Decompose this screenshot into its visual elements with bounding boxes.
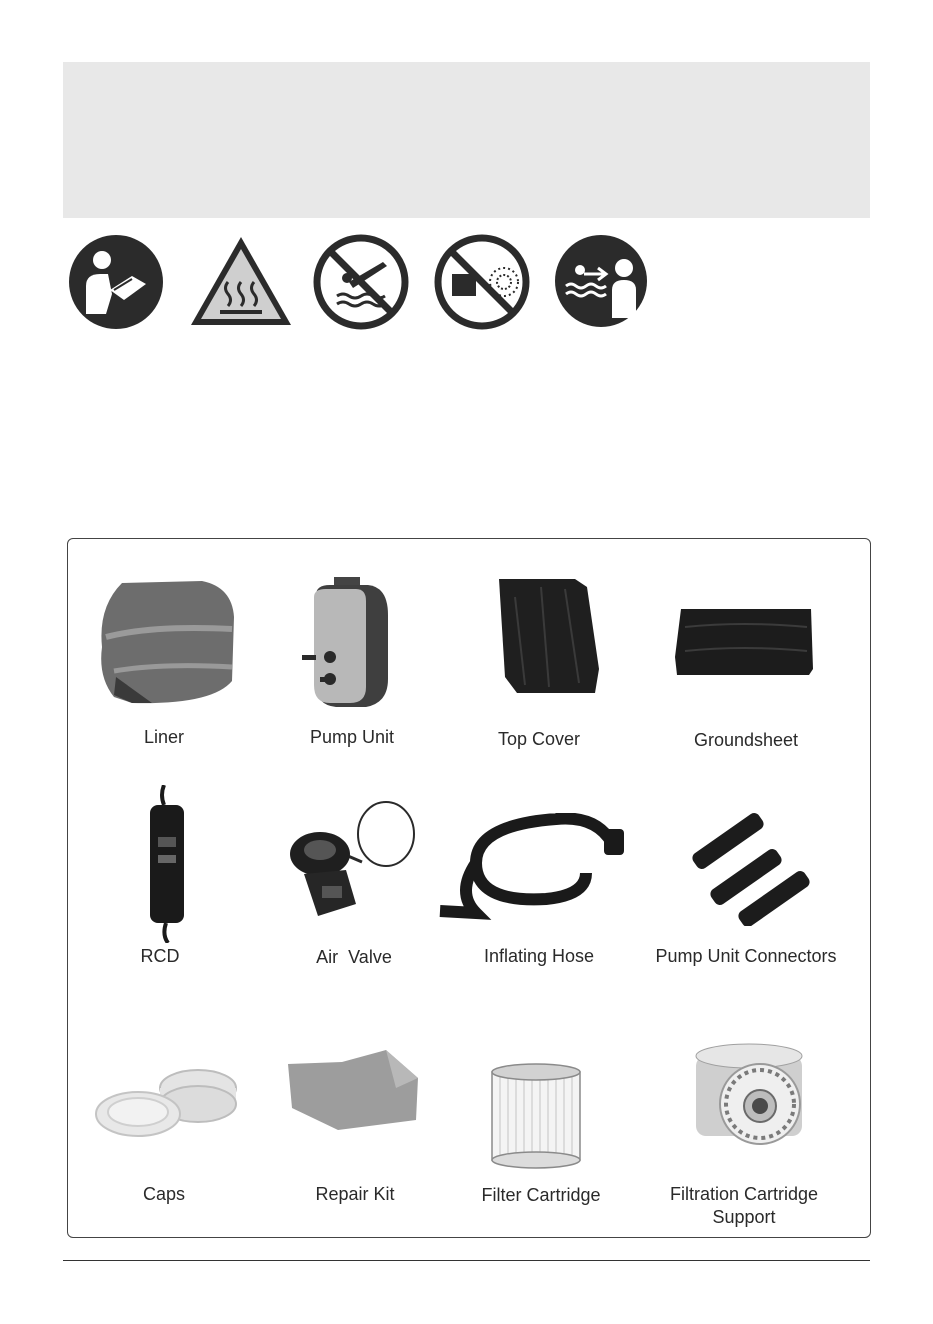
caps-label: Caps — [142, 1184, 186, 1204]
pump-unit-label: Pump Unit — [309, 727, 395, 747]
safety-icons-row — [0, 232, 933, 332]
footer-divider — [63, 1260, 870, 1261]
read-manual-icon — [68, 234, 164, 330]
air-valve-label: Air Valve — [316, 947, 392, 967]
hot-surface-warning-icon — [188, 234, 294, 328]
pump-unit-connectors-label: Pump Unit Connectors — [655, 946, 837, 966]
rcd-label: RCD — [140, 946, 180, 966]
top-cover-label: Top Cover — [497, 729, 581, 749]
filter-cartridge-label: Filter Cartridge — [481, 1185, 601, 1205]
liner-label: Liner — [143, 727, 185, 747]
no-spraying-icon — [434, 234, 530, 330]
repair-kit-label: Repair Kit — [315, 1184, 395, 1204]
notice-band — [63, 62, 870, 218]
supervise-children-icon — [554, 234, 648, 328]
filtration-cartridge-support-label: Filtration Cartridge Support — [669, 1184, 819, 1227]
groundsheet-label: Groundsheet — [693, 730, 799, 750]
inflating-hose-label: Inflating Hose — [483, 946, 595, 966]
no-diving-icon — [313, 234, 409, 330]
